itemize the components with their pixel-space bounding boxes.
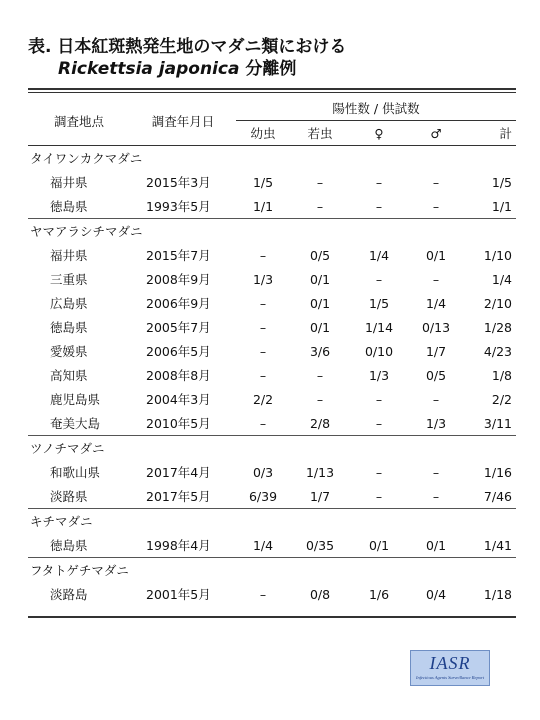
cell-male: – — [432, 488, 440, 504]
header-date: 調査年月日 — [130, 96, 236, 146]
cell-nymph: 1/13 — [305, 464, 335, 480]
title-line-2 — [28, 58, 518, 80]
cell-nymph: 0/1 — [309, 319, 331, 335]
table-row — [28, 387, 516, 411]
top-rule-thin — [28, 92, 516, 93]
cell-location: 徳島県 — [50, 320, 88, 335]
cell-location: 淡路島 — [50, 587, 88, 602]
table-row — [28, 582, 516, 606]
cell-male: – — [432, 464, 440, 480]
cell-total: 1/5 — [491, 174, 512, 190]
cell-total: 3/11 — [483, 415, 512, 431]
cell-male: 0/1 — [425, 247, 447, 263]
species-row — [28, 509, 516, 534]
cell-date: 2015年3月 — [146, 175, 211, 190]
iasr-logo — [410, 650, 490, 686]
cell-nymph: 0/35 — [305, 537, 335, 553]
cell-total: 1/18 — [483, 586, 512, 602]
cell-nymph: 1/7 — [309, 488, 331, 504]
cell-male: 0/13 — [421, 319, 451, 335]
table-row — [28, 194, 516, 219]
cell-female: – — [375, 488, 383, 504]
species-name: タイワンカクマダニ — [30, 151, 143, 166]
table-row — [28, 533, 516, 558]
cell-total: 7/46 — [483, 488, 512, 504]
cell-total: 1/1 — [491, 198, 512, 214]
cell-female: 1/3 — [368, 367, 390, 383]
header-male: ♂ — [408, 121, 464, 146]
cell-male: 1/3 — [425, 415, 447, 431]
cell-female: – — [375, 415, 383, 431]
header-larva: 幼虫 — [236, 121, 290, 146]
species-name: キチマダニ — [28, 509, 516, 534]
cell-nymph: – — [316, 391, 324, 407]
cell-date: 2001年5月 — [146, 587, 211, 602]
cell-location: 徳島県 — [50, 199, 88, 214]
cell-location: 広島県 — [50, 296, 88, 311]
species-name: フタトゲチマダニ — [28, 558, 516, 583]
cell-nymph: – — [316, 367, 324, 383]
cell-total: 2/2 — [491, 391, 512, 407]
cell-date: 2006年5月 — [146, 344, 211, 359]
cell-larva: – — [259, 586, 267, 602]
header-nymph: 若虫 — [290, 121, 350, 146]
cell-nymph: 0/5 — [309, 247, 331, 263]
title-line-1: 表. 日本紅斑熱発生地のマダニ類における — [28, 37, 347, 57]
cell-female: 1/14 — [364, 319, 394, 335]
top-rule — [28, 88, 516, 90]
cell-nymph: 3/6 — [309, 343, 331, 359]
cell-male: – — [432, 174, 440, 190]
species-name: ヤマアラシチマダニ — [28, 219, 516, 244]
cell-female: – — [375, 391, 383, 407]
cell-location: 鹿児島県 — [50, 392, 101, 407]
iasr-logo-subtext: Infectious Agents Surveillance Report — [415, 675, 485, 680]
cell-male: 0/1 — [425, 537, 447, 553]
cell-male: 1/7 — [425, 343, 447, 359]
cell-date: 2008年8月 — [146, 368, 211, 383]
cell-location: 淡路県 — [50, 489, 88, 504]
table-row — [28, 170, 516, 194]
cell-larva: 6/39 — [248, 488, 278, 504]
table-title — [28, 36, 518, 80]
cell-larva: 1/1 — [252, 198, 274, 214]
table-row — [28, 460, 516, 484]
cell-date: 2010年5月 — [146, 416, 211, 431]
cell-larva: – — [259, 343, 267, 359]
cell-total: 1/16 — [483, 464, 512, 480]
cell-date: 2004年3月 — [146, 392, 211, 407]
cell-male: 0/4 — [425, 586, 447, 602]
cell-female: 1/5 — [368, 295, 390, 311]
header-location: 調査地点 — [28, 96, 130, 146]
cell-location: 奄美大島 — [50, 416, 101, 431]
cell-male: – — [432, 271, 440, 287]
cell-total: 2/10 — [483, 295, 512, 311]
cell-female: 0/1 — [368, 537, 390, 553]
cell-nymph: 0/1 — [309, 295, 331, 311]
species-row — [28, 436, 516, 461]
cell-female: – — [375, 174, 383, 190]
cell-date: 1998年4月 — [146, 538, 211, 553]
cell-larva: – — [259, 295, 267, 311]
header-female: ♀ — [350, 121, 408, 146]
cell-location: 福井県 — [50, 248, 88, 263]
cell-male: – — [432, 198, 440, 214]
cell-nymph: 0/8 — [309, 586, 331, 602]
cell-female: – — [375, 271, 383, 287]
table-row — [28, 411, 516, 436]
cell-location: 愛媛県 — [50, 344, 88, 359]
cell-female: – — [375, 198, 383, 214]
species-row — [28, 558, 516, 583]
table-row — [28, 267, 516, 291]
cell-location: 三重県 — [50, 272, 88, 287]
cell-larva: 1/3 — [252, 271, 274, 287]
cell-nymph: 2/8 — [309, 415, 331, 431]
cell-larva: 1/4 — [252, 537, 274, 553]
table-row — [28, 315, 516, 339]
cell-date: 1993年5月 — [146, 199, 211, 214]
species-row — [28, 146, 516, 171]
cell-total: 1/10 — [483, 247, 512, 263]
cell-larva: – — [259, 415, 267, 431]
cell-location: 福井県 — [50, 175, 88, 190]
iasr-logo-text: IASR — [429, 653, 471, 673]
cell-larva: 0/3 — [252, 464, 274, 480]
cell-total: 1/41 — [483, 537, 512, 553]
header-positive-tested: 陽性数 / 供試数 — [236, 96, 516, 121]
cell-nymph: – — [316, 198, 324, 214]
isolation-table — [28, 96, 516, 606]
cell-male: 0/5 — [425, 367, 447, 383]
cell-location: 徳島県 — [50, 538, 88, 553]
cell-location: 高知県 — [50, 368, 88, 383]
species-name: ツノチマダニ — [28, 436, 516, 461]
title-suffix: 分離例 — [239, 59, 297, 79]
cell-date: 2017年5月 — [146, 489, 211, 504]
cell-larva: 2/2 — [252, 391, 274, 407]
table-row — [28, 363, 516, 387]
cell-female: 0/10 — [364, 343, 394, 359]
title-organism: Rickettsia japonica — [58, 59, 240, 79]
cell-location: 和歌山県 — [50, 465, 101, 480]
species-row — [28, 219, 516, 244]
table-row — [28, 243, 516, 267]
cell-larva: – — [259, 367, 267, 383]
table-row — [28, 291, 516, 315]
cell-total: 4/23 — [483, 343, 512, 359]
table-row — [28, 339, 516, 363]
cell-female: – — [375, 464, 383, 480]
cell-total: 1/28 — [483, 319, 512, 335]
table-row — [28, 484, 516, 509]
cell-date: 2015年7月 — [146, 248, 211, 263]
cell-nymph: 0/1 — [309, 271, 331, 287]
cell-male: – — [432, 391, 440, 407]
cell-larva: – — [259, 247, 267, 263]
cell-total: 1/8 — [491, 367, 512, 383]
cell-larva: 1/5 — [252, 174, 274, 190]
cell-date: 2017年4月 — [146, 465, 211, 480]
cell-nymph: – — [316, 174, 324, 190]
cell-female: 1/6 — [368, 586, 390, 602]
cell-larva: – — [259, 319, 267, 335]
cell-date: 2006年9月 — [146, 296, 211, 311]
cell-total: 1/4 — [491, 271, 512, 287]
cell-male: 1/4 — [425, 295, 447, 311]
header-total: 計 — [464, 121, 516, 146]
bottom-rule — [28, 616, 516, 618]
cell-date: 2005年7月 — [146, 320, 211, 335]
cell-date: 2008年9月 — [146, 272, 211, 287]
cell-female: 1/4 — [368, 247, 390, 263]
